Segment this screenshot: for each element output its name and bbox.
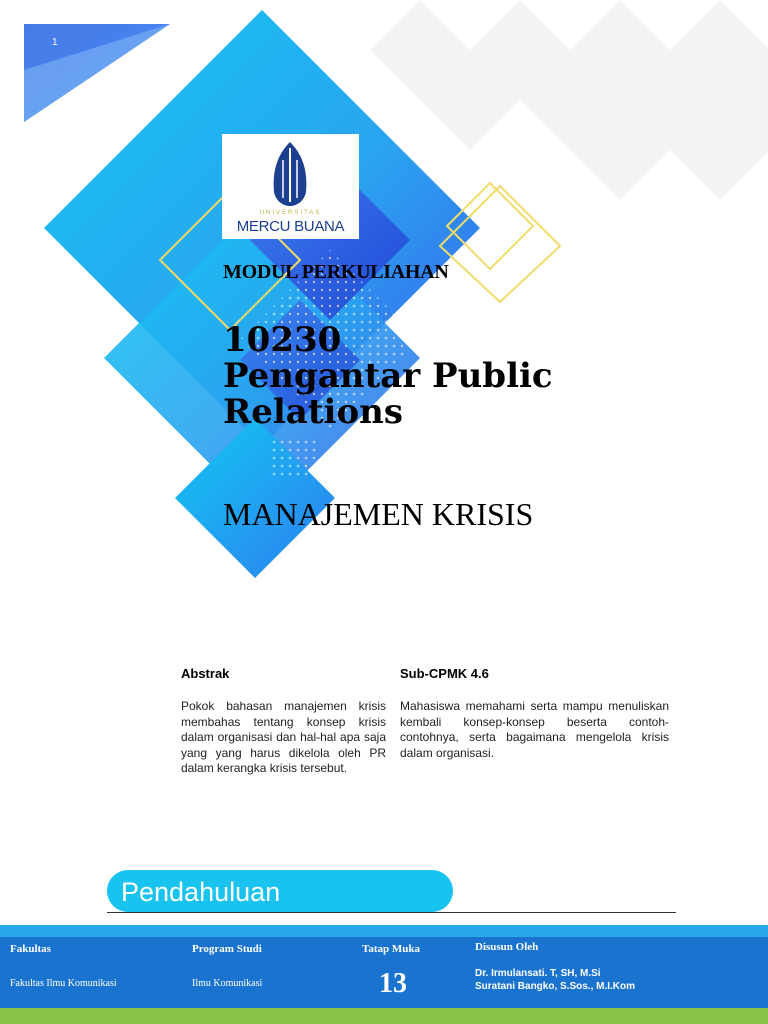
footer-tatap-label: Tatap Muka bbox=[362, 943, 420, 955]
logo-caption-small: UNIVERSITAS bbox=[259, 210, 322, 216]
cpmk-body: Mahasiswa memahami serta mampu menuliskan kembali konsep-konsep beserta contoh-contohnya, serta bagaimana mengelola krisis dalam organisasi. bbox=[400, 699, 669, 760]
footer-prodi-label: Program Studi bbox=[192, 943, 262, 955]
logo-emblem-icon bbox=[270, 140, 310, 208]
university-logo bbox=[222, 134, 359, 239]
footer-author-2: Suratani Bangko, S.Sos., M.I.Kom bbox=[475, 981, 636, 992]
modul-label: MODUL PERKULIAHAN bbox=[223, 261, 449, 283]
footer-top-strip bbox=[0, 925, 768, 937]
footer-tatap-value: 13 bbox=[379, 968, 407, 999]
course-name-line1: Pengantar Public bbox=[223, 356, 553, 396]
abstrak-body: Pokok bahasan manajemen krisis membahas tentang konsep krisis dalam organisasi dan hal-hal apa saja yang yang harus dikelola oleh PR dalam kerangka krisis tersebut. bbox=[181, 699, 386, 775]
course-code: 10230 bbox=[223, 320, 342, 360]
footer-disusun-label: Disusun Oleh bbox=[475, 941, 539, 953]
course-name-line2: Relations bbox=[223, 392, 403, 432]
footer-fakultas-label: Fakultas bbox=[10, 943, 51, 955]
cpmk-heading: Sub-CPMK 4.6 bbox=[400, 666, 489, 681]
footer-bottom-strip bbox=[0, 1008, 768, 1024]
abstrak-heading: Abstrak bbox=[181, 666, 230, 681]
course-title bbox=[223, 322, 553, 430]
footer-prodi-value: Ilmu Komunikasi bbox=[192, 978, 263, 989]
footer-author-1: Dr. Irmulansati. T, SH, M.Si bbox=[475, 968, 601, 979]
page-number: 1 bbox=[52, 37, 58, 48]
section-heading: Pendahuluan bbox=[121, 877, 281, 907]
section-divider bbox=[107, 912, 676, 913]
logo-caption: MERCU BUANA bbox=[236, 218, 345, 235]
footer-fakultas-value: Fakultas Ilmu Komunikasi bbox=[10, 978, 117, 989]
module-topic: MANAJEMEN KRISIS bbox=[223, 496, 534, 532]
